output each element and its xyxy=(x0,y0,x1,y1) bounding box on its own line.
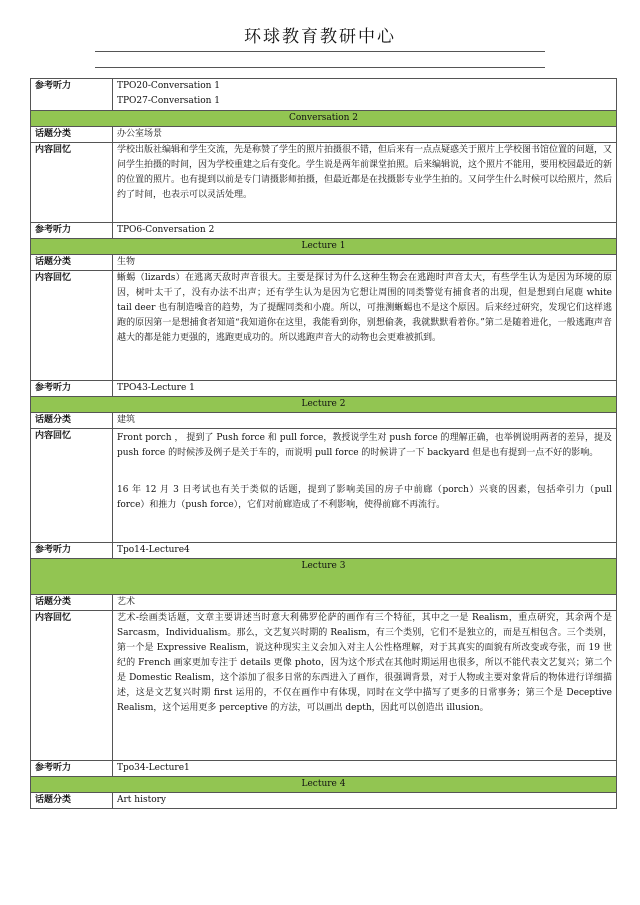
reference-item: TPO20-Conversation 1 xyxy=(117,81,221,91)
header-rule-top xyxy=(95,51,545,52)
section-header-row xyxy=(31,239,617,255)
topic-value: 建筑 xyxy=(113,413,617,429)
section-title: Lecture 3 xyxy=(31,559,617,595)
topic-value: Art history xyxy=(113,793,617,809)
row-label: 参考听力 xyxy=(31,543,113,559)
page-title: 环球教育教研中心 xyxy=(244,27,396,47)
table-row xyxy=(31,761,617,777)
row-label: 内容回忆 xyxy=(31,271,113,381)
content-recall-text: 16 年 12 月 3 日考试也有关于类似的话题，提到了影响美国的房子中前廊（porch）兴衰的因素，包括牵引力（pull force）和推力（push force），它们对前廊造成了不利影响，使得前廊不再流行。 xyxy=(117,485,612,510)
header-rule-bottom xyxy=(95,67,545,68)
section-header-row xyxy=(31,777,617,793)
row-label: 话题分类 xyxy=(31,413,113,429)
row-label: 内容回忆 xyxy=(31,143,113,223)
table-row xyxy=(31,793,617,809)
table-row xyxy=(31,79,617,111)
table-row xyxy=(31,611,617,761)
section-header-row xyxy=(31,559,617,595)
table-row xyxy=(31,595,617,611)
content-recall-text: 学校出版社编辑和学生交流，先是称赞了学生的照片拍摄很不错，但后来有一点点疑惑关于照片上学校图书馆位置的问题，又问学生拍摄的时间，因为学校重建之后有变化。学生说是两年前课堂拍照。后来编辑说，这个照片不能用，要用校园最近的新的位置的照片。也有提到以前是专门请摄影师拍摄，但最近都是在找摄影专业学生拍的。又问学生什么时候可以给照片，然后约了时间，也表示可以灵活处理。 xyxy=(113,143,617,223)
topic-value: 生物 xyxy=(113,255,617,271)
reference-item: Tpo34-Lecture1 xyxy=(113,761,617,777)
row-label: 参考听力 xyxy=(31,223,113,239)
notes-table xyxy=(30,78,617,809)
row-label: 话题分类 xyxy=(31,255,113,271)
section-title: Conversation 2 xyxy=(31,111,617,127)
topic-value: 办公室场景 xyxy=(113,127,617,143)
row-label: 内容回忆 xyxy=(31,611,113,761)
section-header-row xyxy=(31,111,617,127)
reference-item: TPO43-Lecture 1 xyxy=(113,381,617,397)
row-label: 参考听力 xyxy=(31,761,113,777)
row-label: 内容回忆 xyxy=(31,429,113,543)
reference-item: Tpo14-Lecture4 xyxy=(113,543,617,559)
table-row xyxy=(31,255,617,271)
row-label: 话题分类 xyxy=(31,793,113,809)
content-recall-text: 艺术-绘画类话题，文章主要讲述当时意大利佛罗伦萨的画作有三个特征，其中之一是 Realism，重点研究，其余两个是 Sarcasm，Individualism。那么，文艺复兴时期的 Realism，有三个类别，它们不是独立的，而是互相包含。三个类别，第一个是 Expressive Realism，说这种现实主义会加入对主人公性格理解，对于其真实的面貌有所改变或夸张，而 19 世纪的 French 画家更加专注于 details 更像 photo，因为这个形式在其他时期运用也很多，所以不能代表文艺复兴；第二个是 Domestic Realism，这个添加了很多日常的东西进入了画作，很强调背景，对于人物或主要对象背后的物体进行详细描述，这是文艺复兴时期 first 运用的，不仅在画作中有体现，同时在文学中描写了更多的日常事务；第三个是 Deceptive Realism，这个运用更多 perceptive 的方法，可以画出 depth，因此可以创造出 illusion。 xyxy=(113,611,617,761)
section-title: Lecture 4 xyxy=(31,777,617,793)
section-header-row xyxy=(31,397,617,413)
table-row xyxy=(31,223,617,239)
table-row xyxy=(31,543,617,559)
reference-item: TPO6-Conversation 2 xyxy=(113,223,617,239)
row-label: 话题分类 xyxy=(31,595,113,611)
content-recall-text: Front porch ， 提到了 Push force 和 pull force，教授说学生对 push force 的理解正确，也举例说明两者的差异，提及 push force 的时候涉及例子是关于车的，而说明 pull force 的时候讲了一下 backyard 但是也有提到一点不好的影响。 xyxy=(117,433,612,458)
table-row xyxy=(31,429,617,543)
table-row xyxy=(31,143,617,223)
content-recall-text: 蜥蜴（lizards）在逃离天敌时声音很大。主要是探讨为什么这种生物会在逃跑时声音太大，有些学生认为是因为环境的原因，树叶太干了，没有办法不出声；还有学生认为是因为它想让周围的同类警觉有捕食者的出现，但是想到白尾鹿 white tail deer 也有制造噪音的趋势，为了提醒同类和小鹿。所以，可推测蜥蜴也不是这个原因。后来经过研究，发现它们这样逃跑的原因第一是想捕食者知道“我知道你在这里，我能看到你，别想偷袭，我就默默看着你。”第二是随着进化，一般逃跑声音越大的都是能力更强的，逃跑更成功的。所以逃跑声音大的动物也会更难被抓到。 xyxy=(113,271,617,381)
row-label: 参考听力 xyxy=(31,381,113,397)
table-row xyxy=(31,271,617,381)
topic-value: 艺术 xyxy=(113,595,617,611)
table-row xyxy=(31,381,617,397)
table-row xyxy=(31,127,617,143)
row-label: 参考听力 xyxy=(31,79,113,111)
reference-item: TPO27-Conversation 1 xyxy=(117,96,221,106)
table-row xyxy=(31,413,617,429)
section-title: Lecture 1 xyxy=(31,239,617,255)
section-title: Lecture 2 xyxy=(31,397,617,413)
row-label: 话题分类 xyxy=(31,127,113,143)
